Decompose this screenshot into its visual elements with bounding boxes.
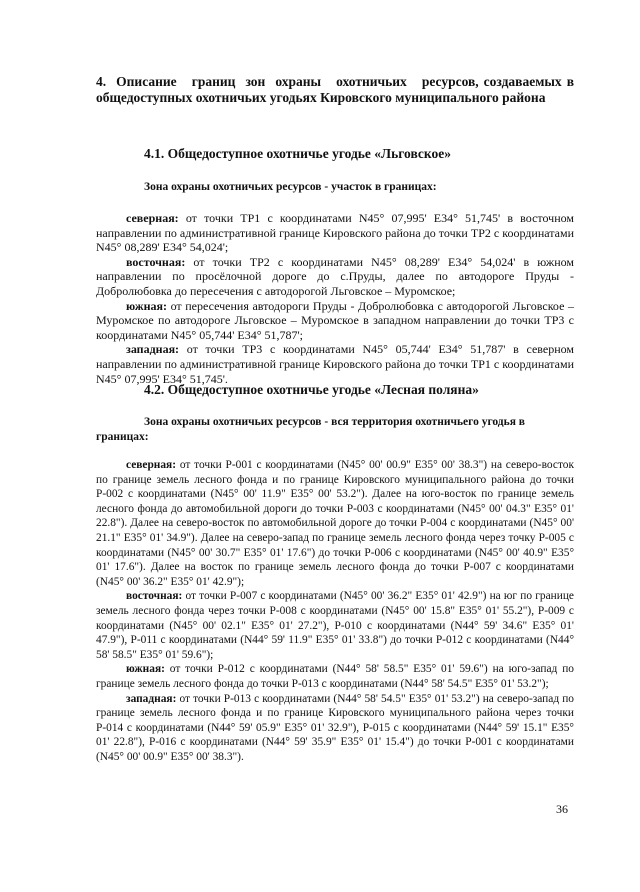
boundaries-lesnaya-polyana bbox=[96, 458, 574, 764]
boundary-label: северная: bbox=[126, 211, 179, 225]
boundary-west bbox=[96, 692, 574, 765]
boundary-text: от пересечения автодороги Пруды - Добролюбовка с автодорогой Льговское – Муромское по автодороге Льговское – Муромское в западном направлении до точки ТР3 с координатами N45° 05,744' E34° 51,787'; bbox=[96, 298, 574, 342]
boundary-south bbox=[96, 662, 574, 691]
boundary-label: западная: bbox=[126, 692, 177, 705]
boundary-north bbox=[96, 211, 574, 255]
boundary-label: южная: bbox=[126, 298, 167, 313]
subsection-title-lesnaya-polyana: 4.2. Общедоступное охотничье угодье «Лесная поляна» bbox=[144, 382, 479, 397]
boundary-label: южная: bbox=[126, 663, 165, 676]
boundary-text: от точки ТР3 с координатами N45° 05,744' E34° 51,787' в северном направлении по административной границе Кировского района до точки ТР1 с координатами N45° 07,995' E34° 51,745'. bbox=[96, 342, 574, 386]
boundary-text: от точки ТР1 с координатами N45° 07,995' E34° 51,745' в восточном направлении по административной границе Кировского района до точки ТР2 с координатами N45° 08,289' E34° 54,024'; bbox=[96, 211, 574, 255]
page-number: 36 bbox=[556, 802, 568, 816]
boundary-north bbox=[96, 458, 574, 589]
boundary-text: от точки ТР2 с координатами N45° 08,289' E34° 54,024' в южном направлении по просёлочной дороге до с.Пруды, далее по автодороге Пруды - Добролюбовка до пересечения с автодорогой Льговское – Муромское; bbox=[96, 254, 574, 298]
boundary-text: от точки Р-007 с координатами (N45° 00' 36.2" E35° 01' 42.9") на юг по границе земель лесного фонда через точки Р-008 с координатами (N45° 00' 15.8" E35° 01' 55.2"), Р-009 с координатами (N45° 00' 02.1" E35° 01' 27.2"), Р-010 с координатами (N44° 59' 34.6" E35° 01' 47.9"), Р-011 с координатами (N44° 59' 11.9" E35° 01' 33.8") до точки Р-012 с координатами (N44° 58' 58.5" E35° 01' 59.6"); bbox=[96, 590, 574, 661]
boundaries-lgovskoe bbox=[96, 211, 574, 386]
boundary-text: от точки Р-001 с координатами (N45° 00' 00.9" E35° 00' 38.3") на северо-восток по границе земель лесного фонда и по границе Кировского муниципального района до точки Р-002 с координатами (N45° 00' 11.9" E35° 00' 53.2"). Далее на юго-восток по границе земель лесного фонда до автомобильной дороги до точки Р-003 с координатами (N45° 00' 04.3" E35° 01' 22.8"). Далее на северо-восток по автомобильной дороге до точки Р-004 с координатами (N45° 00' 21.1" E35° 01' 34.9"). Далее на северо-запад по границе земель лесного фонда через точку Р-005 с координатами (N45° 00' 30.7" E35° 01' 17.6") до точки Р-006 с координатами (N45° 00' 40.9" E35° 01' 17.6"). Далее на восток по границе земель лесного фонда до точки Р-007 с координатами (N45° 00' 36.2" E35° 01' 42.9"); bbox=[96, 459, 574, 588]
subsection-title-lgovskoe: 4.1. Общедоступное охотничье угодье «Льговское» bbox=[144, 146, 451, 161]
boundary-label: восточная: bbox=[126, 590, 183, 603]
boundary-label: западная: bbox=[126, 342, 180, 357]
zone-title-lgovskoe: Зона охраны охотничьих ресурсов - участок в границах: bbox=[144, 181, 437, 193]
section-heading: 4. Описание границ зон охраны охотничьих ресурсов, создаваемых в общедоступных охотничьих угодьях Кировского муниципального района bbox=[96, 74, 574, 105]
zone-title-lesnaya-polyana: Зона охраны охотничьих ресурсов - вся территория охотничьего угодья в границах: bbox=[96, 416, 526, 443]
boundary-east bbox=[96, 255, 574, 299]
boundary-west bbox=[96, 342, 574, 386]
boundary-text: от точки Р-013 с координатами (N44° 58' 54.5" E35° 01' 53.2") на северо-запад по границе земель лесного фонда и по границе Кировского муниципального района через точки Р-014 с координатами (N44° 59' 05.9" E35° 01' 32.9"), Р-015 с координатами (N44° 59' 15.1" E35° 01' 22.8"), Р-016 с координатами (N44° 59' 35.9" E35° 01' 15.4") до точки Р-001 с координатами (N45° 00' 00.9" E35° 00' 38.3"). bbox=[96, 692, 574, 763]
boundary-label: восточная: bbox=[126, 254, 186, 269]
boundary-south bbox=[96, 299, 574, 343]
boundary-label: северная: bbox=[126, 459, 177, 471]
boundary-east bbox=[96, 589, 574, 662]
boundary-text: от точки Р-012 с координатами (N44° 58' 58.5" E35° 01' 59.6") на юго-запад по границе земель лесного фонда до точки Р-013 с координатами (N44° 58' 54.5" E35° 01' 53.2"); bbox=[96, 663, 574, 690]
